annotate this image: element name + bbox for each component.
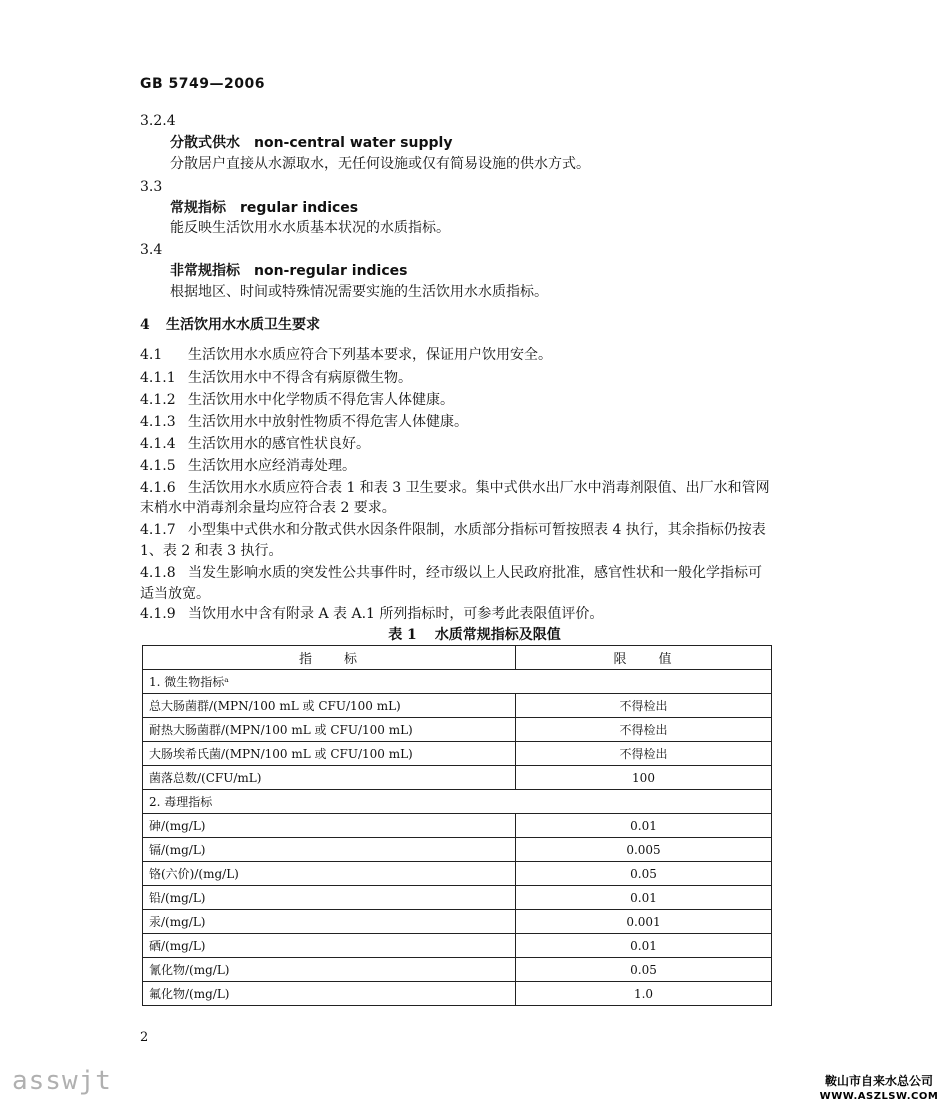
table-row bbox=[143, 718, 772, 742]
definition-number: 3.3 bbox=[140, 179, 163, 195]
clause bbox=[140, 413, 468, 431]
table-row bbox=[143, 694, 772, 718]
indicator-name: 大肠埃希氏菌/(MPN/100 mL 或 CFU/100 mL) bbox=[143, 742, 516, 766]
table-row bbox=[143, 934, 772, 958]
water-quality-table bbox=[142, 645, 772, 1006]
term-en: regular indices bbox=[240, 200, 359, 216]
section-number: 4 bbox=[140, 317, 150, 333]
clause-number: 4.1.9 bbox=[140, 606, 176, 622]
definition-term bbox=[170, 262, 408, 280]
clause-text: 生活饮用水中不得含有病原微生物。 bbox=[188, 370, 412, 386]
definition-term bbox=[170, 199, 358, 217]
definition-number: 3.2.4 bbox=[140, 113, 176, 129]
table-caption-number: 表 1 bbox=[388, 627, 417, 643]
clause bbox=[140, 457, 356, 475]
clause-continuation: 适当放宽。 bbox=[140, 586, 210, 602]
indicator-name: 菌落总数/(CFU/mL) bbox=[143, 766, 516, 790]
watermark-company: 鞍山市自来水总公司 bbox=[824, 1074, 933, 1088]
term-en: non-central water supply bbox=[254, 135, 453, 151]
indicator-name: 耐热大肠菌群/(MPN/100 mL 或 CFU/100 mL) bbox=[143, 718, 516, 742]
indicator-limit: 100 bbox=[516, 766, 772, 790]
clause-continuation: 末梢水中消毒剂余量均应符合表 2 要求。 bbox=[140, 500, 396, 516]
indicator-limit: 0.001 bbox=[516, 910, 772, 934]
term-cn: 非常规指标 bbox=[170, 263, 240, 279]
clause-text: 生活饮用水中放射性物质不得危害人体健康。 bbox=[188, 414, 468, 430]
indicator-limit: 不得检出 bbox=[516, 742, 772, 766]
table-row bbox=[143, 982, 772, 1006]
table-row bbox=[143, 742, 772, 766]
clause-number: 4.1.1 bbox=[140, 370, 176, 386]
clause-number: 4.1.5 bbox=[140, 458, 176, 474]
clause bbox=[140, 521, 766, 539]
watermark-right bbox=[814, 1074, 944, 1104]
clause-number: 4.1.6 bbox=[140, 480, 176, 496]
clause-number: 4.1.7 bbox=[140, 522, 176, 538]
indicator-limit: 0.05 bbox=[516, 958, 772, 982]
indicator-limit: 不得检出 bbox=[516, 694, 772, 718]
standard-code-header: GB 5749—2006 bbox=[140, 76, 265, 92]
table-row bbox=[143, 910, 772, 934]
table-row bbox=[143, 886, 772, 910]
table-row bbox=[143, 814, 772, 838]
indicator-limit: 0.05 bbox=[516, 862, 772, 886]
indicator-name: 汞/(mg/L) bbox=[143, 910, 516, 934]
watermark-left: asswjt bbox=[12, 1066, 112, 1096]
table-row bbox=[143, 838, 772, 862]
clause-text: 生活饮用水水质应符合表 1 和表 3 卫生要求。集中式供水出厂水中消毒剂限值、出厂水和管网 bbox=[188, 480, 770, 496]
indicator-limit: 0.01 bbox=[516, 886, 772, 910]
indicator-limit: 0.01 bbox=[516, 934, 772, 958]
indicator-name: 硒/(mg/L) bbox=[143, 934, 516, 958]
clause-text: 生活饮用水中化学物质不得危害人体健康。 bbox=[188, 392, 454, 408]
clause-text: 小型集中式供水和分散式供水因条件限制，水质部分指标可暂按照表 4 执行，其余指标仍按表 bbox=[188, 522, 766, 538]
clause-number: 4.1.8 bbox=[140, 565, 176, 581]
table-caption-title: 水质常规指标及限值 bbox=[434, 627, 561, 643]
clause bbox=[140, 605, 603, 623]
header-indicator: 指 标 bbox=[143, 646, 516, 670]
page-number: 2 bbox=[140, 1030, 149, 1045]
definition-text: 能反映生活饮用水水质基本状况的水质指标。 bbox=[170, 220, 450, 236]
indicator-limit: 1.0 bbox=[516, 982, 772, 1006]
clause-text: 生活饮用水应经消毒处理。 bbox=[188, 458, 356, 474]
clause-number: 4.1.3 bbox=[140, 414, 176, 430]
clause-continuation: 1、表 2 和表 3 执行。 bbox=[140, 543, 283, 559]
definition-term bbox=[170, 134, 452, 152]
indicator-name: 氟化物/(mg/L) bbox=[143, 982, 516, 1006]
indicator-name: 铬(六价)/(mg/L) bbox=[143, 862, 516, 886]
clause-text: 当饮用水中含有附录 A 表 A.1 所列指标时，可参考此表限值评价。 bbox=[188, 606, 604, 622]
table-row bbox=[143, 958, 772, 982]
indicator-name: 氰化物/(mg/L) bbox=[143, 958, 516, 982]
definition-number: 3.4 bbox=[140, 242, 163, 258]
table-row bbox=[143, 766, 772, 790]
term-en: non-regular indices bbox=[254, 263, 408, 279]
indicator-limit: 0.01 bbox=[516, 814, 772, 838]
clause-text: 生活饮用水水质应符合下列基本要求，保证用户饮用安全。 bbox=[188, 347, 552, 363]
term-cn: 分散式供水 bbox=[170, 135, 240, 151]
header-limit: 限 值 bbox=[516, 646, 772, 670]
clause-number: 4.1.4 bbox=[140, 436, 176, 452]
indicator-name: 砷/(mg/L) bbox=[143, 814, 516, 838]
clause bbox=[140, 479, 770, 497]
indicator-name: 总大肠菌群/(MPN/100 mL 或 CFU/100 mL) bbox=[143, 694, 516, 718]
clause-text: 当发生影响水质的突发性公共事件时，经市级以上人民政府批准，感官性状和一般化学指标可 bbox=[188, 565, 762, 581]
clause bbox=[140, 346, 552, 364]
section-title: 生活饮用水水质卫生要求 bbox=[166, 317, 320, 333]
section-heading bbox=[140, 316, 320, 334]
table-row bbox=[143, 862, 772, 886]
definition-text: 分散居户直接从水源取水，无任何设施或仅有简易设施的供水方式。 bbox=[170, 156, 590, 172]
indicator-limit: 不得检出 bbox=[516, 718, 772, 742]
indicator-limit: 0.005 bbox=[516, 838, 772, 862]
clause-text: 生活饮用水的感官性状良好。 bbox=[188, 436, 370, 452]
table-header-row bbox=[143, 646, 772, 670]
clause bbox=[140, 564, 762, 582]
indicator-name: 铅/(mg/L) bbox=[143, 886, 516, 910]
term-cn: 常规指标 bbox=[170, 200, 226, 216]
watermark-url: WWW.ASZLSW.COM bbox=[819, 1091, 939, 1102]
definition-text: 根据地区、时间或特殊情况需要实施的生活饮用水水质指标。 bbox=[170, 284, 548, 300]
clause bbox=[140, 369, 412, 387]
group-title: 2. 毒理指标 bbox=[143, 790, 772, 814]
table-group-row bbox=[143, 790, 772, 814]
clause bbox=[140, 391, 454, 409]
group-title: 1. 微生物指标ᵃ bbox=[143, 670, 772, 694]
table-caption bbox=[0, 624, 949, 644]
clause bbox=[140, 435, 370, 453]
clause-number: 4.1.2 bbox=[140, 392, 176, 408]
indicator-name: 镉/(mg/L) bbox=[143, 838, 516, 862]
clause-number: 4.1 bbox=[140, 347, 163, 363]
table-group-row bbox=[143, 670, 772, 694]
